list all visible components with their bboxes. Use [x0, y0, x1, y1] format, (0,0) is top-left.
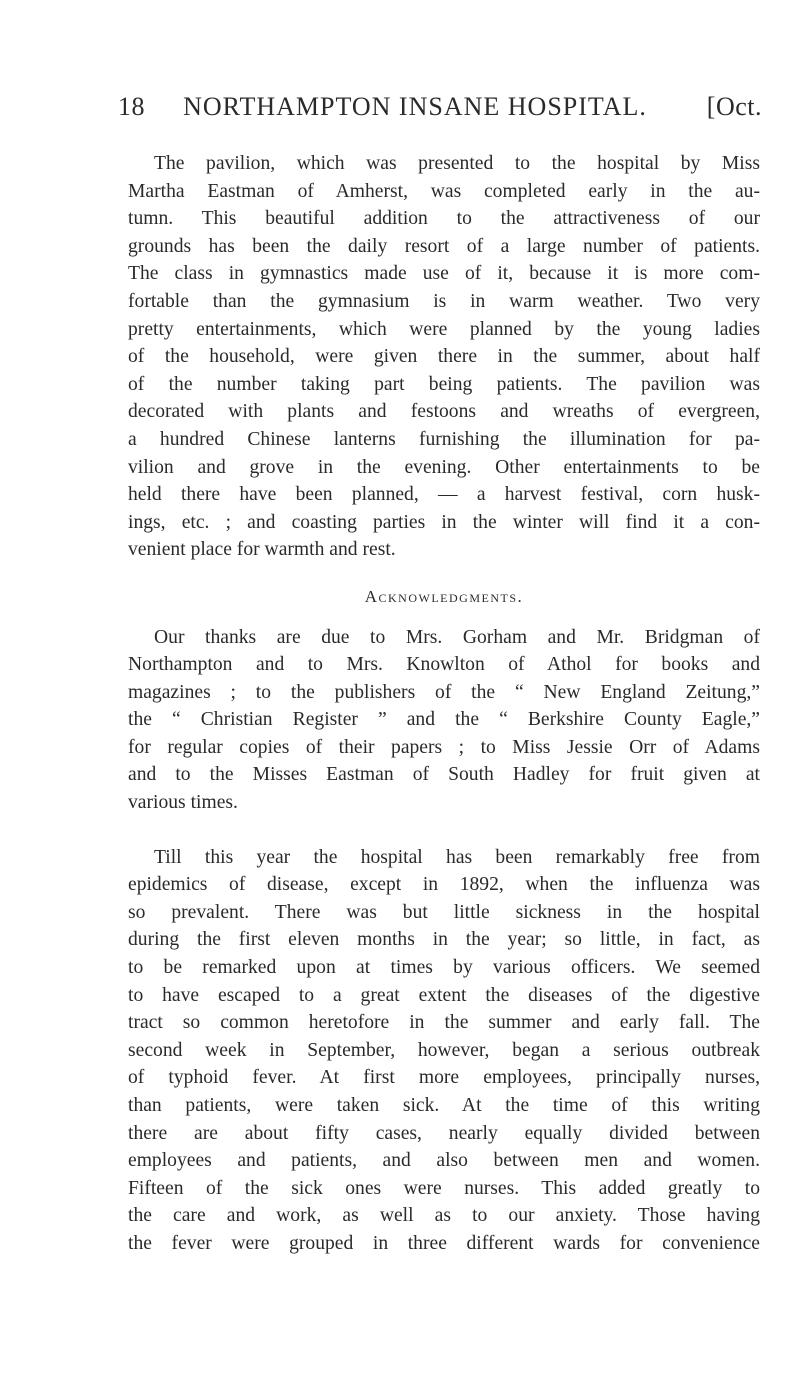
text-line: The pavilion, which was presented to the hospital by Miss — [154, 153, 760, 174]
text-line: tumn. This beautiful addition to the attractiveness of our — [128, 208, 760, 230]
paragraph-pavilion — [128, 150, 760, 564]
text-line: vilion and grove in the evening. Other entertainments to be — [128, 456, 760, 478]
text-line: fortable than the gymnasium is in warm weather. Two very — [128, 290, 760, 312]
running-head-date: [Oct. — [706, 92, 762, 121]
paragraph-epidemics — [128, 844, 760, 1258]
text-line: of the number taking part being patients. The pavilion was — [128, 373, 760, 395]
body-text — [128, 150, 760, 1258]
text-line: the “ Christian Register ” and the “ Berkshire County Eagle,” — [128, 709, 760, 731]
text-line: during the first eleven months in the year; so little, in fact, as — [128, 929, 760, 951]
text-line: the fever were grouped in three different wards for convenience — [128, 1232, 760, 1254]
text-line: various times. — [128, 792, 238, 814]
paragraph-gap — [128, 817, 760, 844]
text-line: a hundred Chinese lanterns furnishing the illumination for pa- — [128, 428, 760, 450]
text-line: venient place for warmth and rest. — [128, 539, 396, 561]
text-line: of typhoid fever. At first more employees, principally nurses, — [128, 1067, 760, 1089]
text-line: there are about fifty cases, nearly equally divided between — [128, 1122, 760, 1144]
text-line: held there have been planned, — a harvest festival, corn husk- — [128, 484, 760, 506]
text-line: Fifteen of the sick ones were nurses. This added greatly to — [128, 1177, 760, 1199]
text-line: ings, etc. ; and coasting parties in the winter will find it a con- — [128, 511, 760, 533]
text-line: than patients, were taken sick. At the time of this writing — [128, 1095, 760, 1116]
text-line: and to the Misses Eastman of South Hadley for fruit given at — [128, 764, 760, 786]
text-line: for regular copies of their papers ; to Miss Jessie Orr of Adams — [128, 736, 760, 758]
text-line: pretty entertainments, which were planned by the young ladies — [128, 318, 760, 340]
text-line: The class in gymnastics made use of it, because it is more com- — [128, 263, 760, 285]
text-line: magazines ; to the publishers of the “ New England Zeitung,” — [128, 681, 760, 703]
text-line: tract so common heretofore in the summer and early fall. The — [128, 1012, 760, 1034]
page-number: 18 — [118, 92, 145, 121]
text-line: Our thanks are due to Mrs. Gorham and Mr. Bridgman of — [154, 626, 760, 648]
text-line: Martha Eastman of Amherst, was completed early in the au- — [128, 180, 760, 202]
section-heading-acknowledgments: Acknowledgments. — [364, 586, 524, 606]
text-line: Till this year the hospital has been remarkably free from — [154, 846, 760, 868]
text-line: epidemics of disease, except in 1892, when the influenza was — [128, 874, 760, 896]
text-line: the care and work, as well as to our anxiety. Those having — [128, 1205, 760, 1227]
text-line: second week in September, however, began a serious outbreak — [128, 1039, 760, 1061]
text-line: Northampton and to Mrs. Knowlton of Athol for books and — [128, 654, 760, 676]
running-head — [118, 92, 762, 132]
running-head-title: NORTHAMPTON INSANE HOSPITAL. — [183, 92, 647, 121]
text-line: to have escaped to a great extent the diseases of the digestive — [128, 984, 760, 1006]
text-line: employees and patients, and also between men and women. — [128, 1150, 760, 1172]
text-line: grounds has been the daily resort of a large number of patients. — [128, 235, 760, 257]
text-line: decorated with plants and festoons and wreaths of evergreen, — [128, 401, 760, 423]
text-line: of the household, were given there in the summer, about half — [128, 346, 760, 368]
paragraph-acknowledgments — [128, 624, 760, 817]
text-line: so prevalent. There was but little sickness in the hospital — [128, 901, 760, 923]
text-line: to be remarked upon at times by various officers. We seemed — [128, 957, 760, 979]
